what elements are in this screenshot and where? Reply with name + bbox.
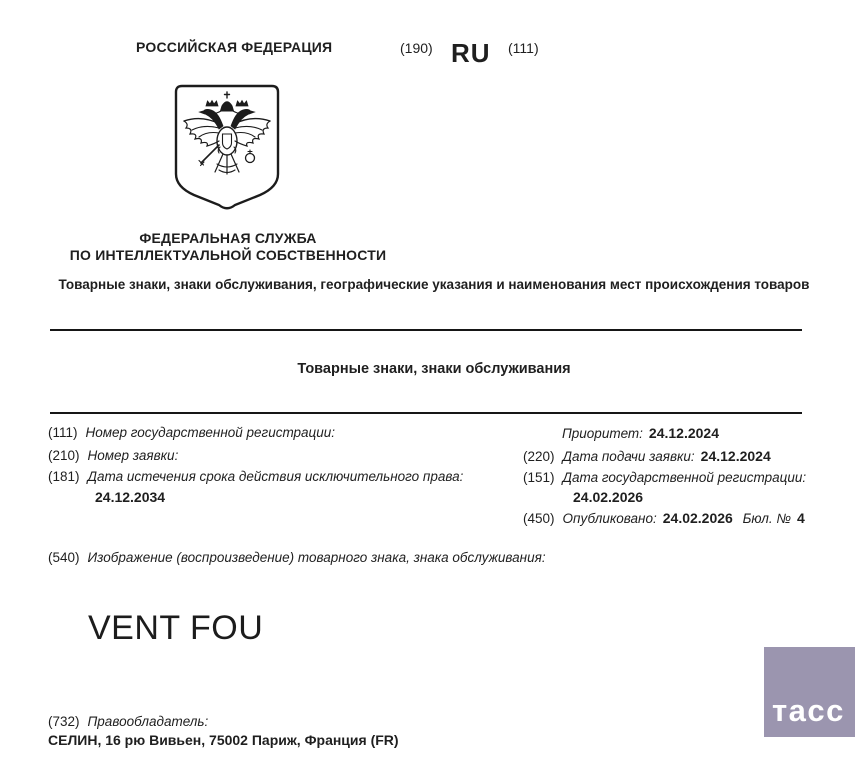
inid-code-732: (732)	[48, 714, 80, 729]
country-code-ru: RU	[451, 38, 491, 68]
expiry-date-value: 24.12.2034	[95, 489, 166, 505]
field-label: Номер заявки:	[87, 448, 179, 463]
inid-code-111: (111)	[48, 425, 78, 440]
inid-code-450: (450)	[523, 511, 555, 526]
inid-code-210: (210)	[48, 448, 80, 463]
agency-line-1: ФЕДЕРАЛЬНАЯ СЛУЖБА	[139, 230, 317, 246]
field-expiry-date	[48, 469, 469, 484]
registration-date-value: 24.02.2026	[573, 489, 644, 505]
section-heading: Товарные знаки, знаки обслуживания	[297, 361, 571, 377]
horizontal-divider-bottom	[50, 412, 802, 414]
inid-code-190: (190)	[400, 40, 433, 56]
field-registration-number	[48, 425, 341, 440]
priority-date-value: 24.12.2024	[648, 425, 719, 441]
field-label: Дата подачи заявки:	[562, 449, 695, 464]
inid-code-111-header: (111)	[508, 40, 539, 56]
field-label: Опубликовано:	[562, 511, 657, 526]
inid-code-151: (151)	[523, 470, 555, 485]
horizontal-divider-top	[50, 329, 802, 331]
field-filing-date	[523, 448, 771, 464]
tass-watermark-text: тасс	[772, 693, 845, 728]
trademark-text: VENT FOU	[88, 609, 264, 647]
country-name: РОССИЙСКАЯ ФЕДЕРАЦИЯ	[136, 39, 333, 55]
inid-code-540: (540)	[48, 550, 80, 565]
field-label: Дата государственной регистрации:	[562, 470, 807, 485]
published-date-value: 24.02.2026	[662, 510, 733, 526]
field-published	[523, 510, 805, 526]
inid-code-181: (181)	[48, 469, 80, 484]
inid-code-220: (220)	[523, 449, 555, 464]
agency-line-2: ПО ИНТЕЛЛЕКТУАЛЬНОЙ СОБСТВЕННОСТИ	[69, 246, 387, 263]
field-label: Номер государственной регистрации:	[85, 425, 336, 440]
filing-date-value: 24.12.2024	[700, 448, 771, 464]
bulletin-number: 4	[796, 510, 805, 526]
field-label: Правообладатель:	[87, 714, 209, 729]
coat-of-arms-emblem	[174, 84, 280, 212]
field-registration-date	[523, 470, 812, 485]
double-headed-eagle-icon	[174, 84, 280, 212]
agency-name	[28, 230, 428, 263]
rights-holder-value: СЕЛИН, 16 рю Вивьен, 75002 Париж, Франция (FR)	[48, 732, 399, 748]
register-heading: Товарные знаки, знаки обслуживания, географические указания и наименования мест происхождения товаров	[58, 277, 810, 292]
tass-watermark	[764, 647, 855, 737]
field-label: Дата истечения срока действия исключительного права:	[87, 469, 464, 484]
field-rights-holder	[48, 714, 214, 729]
field-label: Изображение (воспроизведение) товарного знака, знака обслуживания:	[87, 550, 546, 565]
bulletin-label: Бюл. №	[742, 511, 791, 526]
field-mark-image	[48, 550, 552, 565]
field-application-number	[48, 448, 184, 463]
field-label: Приоритет:	[562, 426, 643, 441]
field-priority	[562, 425, 719, 441]
